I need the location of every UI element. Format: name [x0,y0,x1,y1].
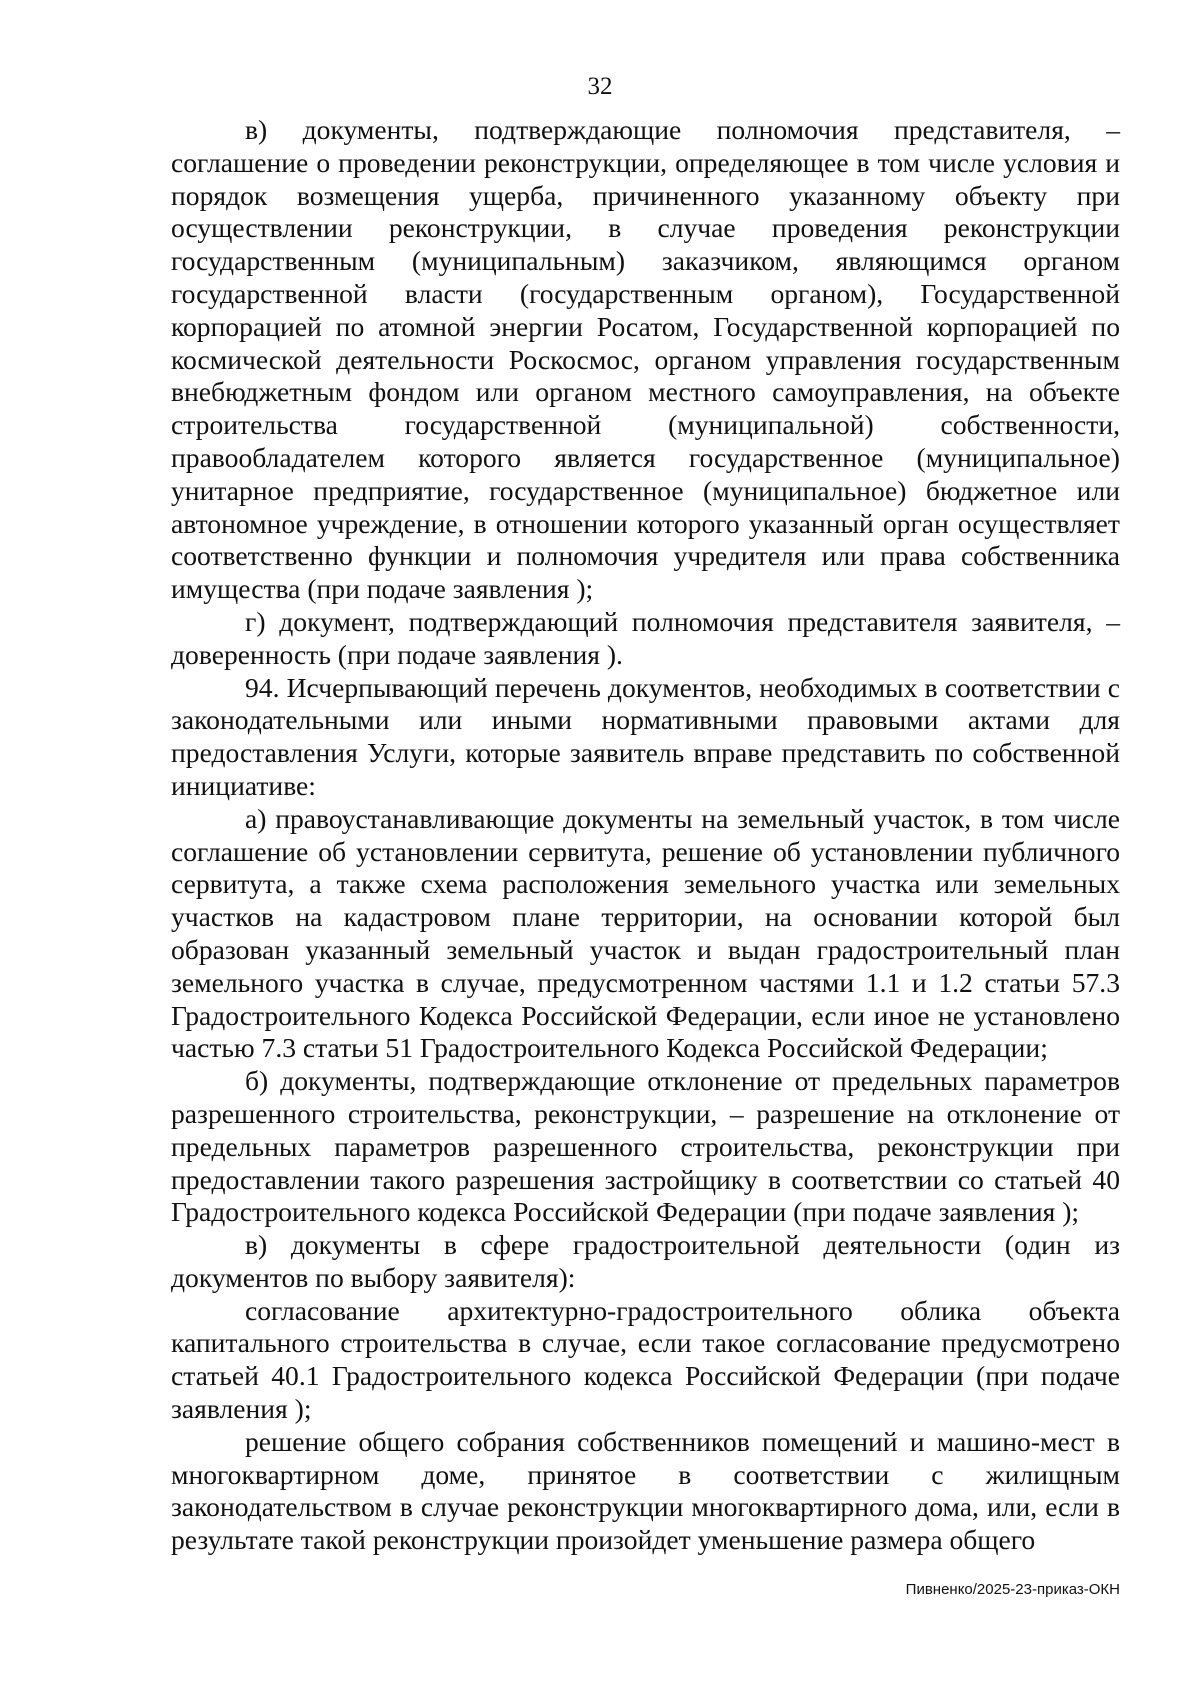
paragraph-land-title-documents: а) правоустанавливающие документы на земельный участок, в том числе соглашение об установлении сервитута, решение об установлении публичного сервитута, а также схема расположения земельного участка или земельных участков на кадастровом плане территории, на основании которой был образован указанный земельный участок и выдан градостроительный план земельного участка в случае, предусмотренном частями 1.1 и 1.2 статьи 57.3 Градостроительного Кодекса Российской Федерации, если иное не установлено частью 7.3 статьи 51 Градостроительного Кодекса Российской Федерации; [171,802,1120,1064]
paragraph-94-document-list: 94. Исчерпывающий перечень документов, необходимых в соответствии с законодательными или иными нормативными правовыми актами для предоставления Услуги, которые заявитель вправе представить по собственной инициативе: [171,671,1120,801]
paragraph-power-of-attorney: г) документ, подтверждающий полномочия представителя заявителя, – доверенность (при подаче заявления ). [171,605,1120,670]
paragraph-urban-planning-documents: в) документы в сфере градостроительной деятельности (один из документов по выбору заявителя): [171,1229,1120,1293]
document-body [171,114,1120,1557]
paragraph-deviation-permit: б) документы, подтверждающие отклонение от предельных параметров разрешенного строительства, реконструкции, – разрешение на отклонение от предельных параметров разрешенного строительства, реконструкции при предоставлении такого разрешения застройщику в соответствии со статьей 40 Градостроительного кодекса Российской Федерации (при подаче заявления ); [171,1065,1120,1228]
page-number: 32 [587,73,613,100]
paragraph-architectural-approval: согласование архитектурно-градостроительного облика объекта капитального строительства в случае, если такое согласование предусмотрено статьей 40.1 Градостроительного кодекса Российской Федерации (при подаче заявления ); [171,1294,1120,1425]
document-footer-reference: Пивненко/2025-23-приказ-ОКН [905,1581,1120,1598]
paragraph-owners-meeting-decision: решение общего собрания собственников помещений и машино-мест в многоквартирном доме, принятое в соответствии с жилищным законодательством в случае реконструкции многоквартирного дома, или, если в результате такой реконструкции произойдет уменьшение размера общего [171,1425,1120,1556]
paragraph-representative-agreement: в) документы, подтверждающие полномочия представителя, – соглашение о проведении реконструкции, определяющее в том числе условия и порядок возмещения ущерба, причиненного указанному объекту при осуществлении реконструкции, в случае проведения реконструкции государственным (муниципальным) заказчиком, являющимся органом государственной власти (государственным органом), Государственной корпорацией по атомной энергии Росатом, Государственной корпорацией по космической деятельности Роскосмос, органом управления государственным внебюджетным фондом или органом местного самоуправления, на объекте строительства государственной (муниципальной) собственности, правообладателем которого является государственное (муниципальное) унитарное предприятие, государственное (муниципальное) бюджетное или автономное учреждение, в отношении которого указанный орган осуществляет соответственно функции и полномочия учредителя или права собственника имущества (при подаче заявления ); [171,114,1120,605]
